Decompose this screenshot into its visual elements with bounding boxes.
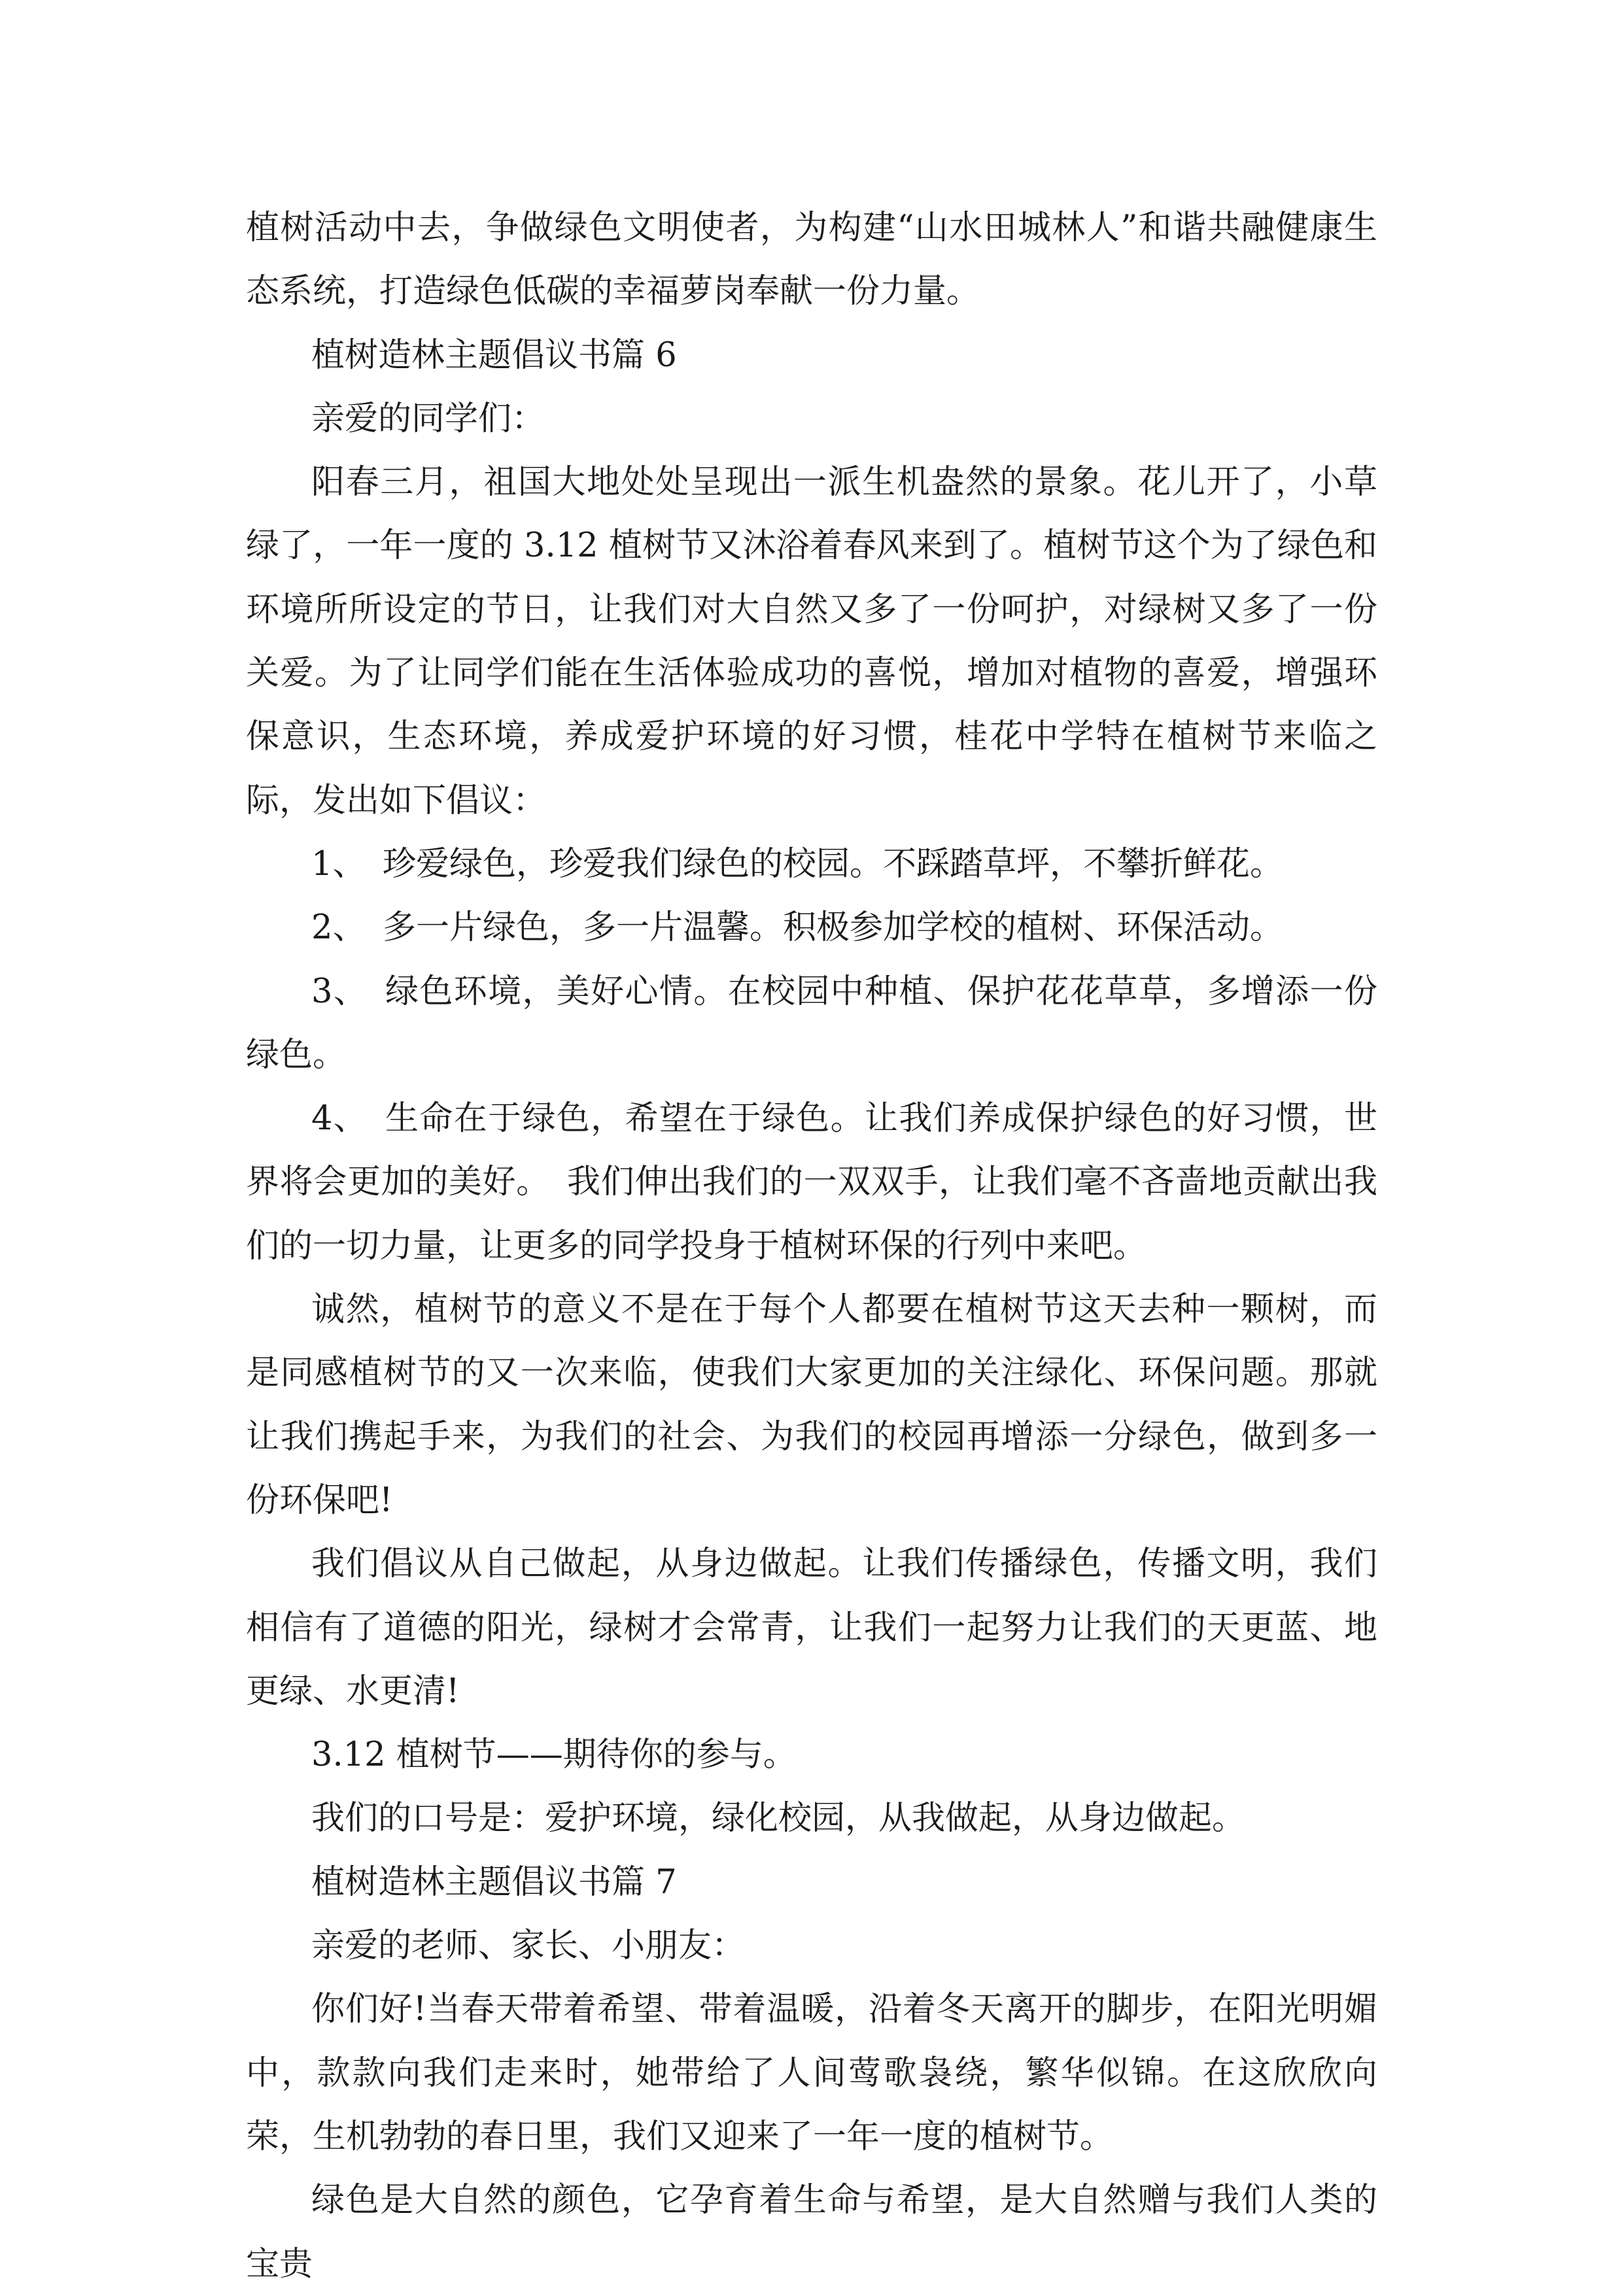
paragraph-intro: 阳春三月，祖国大地处处呈现出一派生机盎然的景象。花儿开了，小草绿了，一年一度的 3.12 植树节又沐浴着春风来到了。植树节这个为了绿色和环境所所设定的节日，让我们对大自然又多了一份呵护，对绿树又多了一份关爱。为了让同学们能在生活体验成功的喜悦，增加对植物的喜爱，增强环保意识，生态环境，养成爱护环境的好习惯，桂花中学特在植树节来临之际，发出如下倡议： bbox=[246, 463, 1377, 820]
salutation-7: 亲爱的老师、家长、小朋友： bbox=[311, 1927, 746, 1966]
list-item-4: 4、 生命在于绿色，希望在于绿色。让我们养成保护绿色的好习惯，世界将会更加的美好。 我们伸出我们的一双双手，让我们毫不吝啬地贡献出我们的一切力量，让更多的同学投身于植树环保的行列中来吧。 bbox=[246, 1099, 1377, 1265]
section-heading-7: 植树造林主题倡议书篇 7 bbox=[311, 1862, 677, 1902]
paragraph-arbor-day: 3.12 植树节——期待你的参与。 bbox=[311, 1736, 797, 1775]
list-item-2: 2、 多一片绿色，多一片温馨。积极参加学校的植树、环保活动。 bbox=[311, 908, 1283, 948]
paragraph-continuation: 植树活动中去，争做绿色文明使者，为构建“山水田城林人”和谐共融健康生态系统，打造绿色低碳的幸福萝岗奉献一份力量。 bbox=[246, 209, 1377, 311]
paragraph-greeting: 你们好!当春天带着希望、带着温暖，沿着冬天离开的脚步，在阳光明媚中，款款向我们走来时，她带给了人间莺歌袅绕，繁华似锦。在这欣欣向荣，生机勃勃的春日里，我们又迎来了一年一度的植树节。 bbox=[246, 1990, 1377, 2156]
list-item-3: 3、 绿色环境，美好心情。在校园中种植、保护花花草草，多增添一份绿色。 bbox=[246, 972, 1377, 1074]
paragraph-slogan: 我们的口号是：爱护环境，绿化校园，从我做起，从身边做起。 bbox=[311, 1799, 1246, 1838]
salutation: 亲爱的同学们： bbox=[311, 399, 545, 438]
paragraph-green: 绿色是大自然的颜色，它孕育着生命与希望，是大自然赠与我们人类的宝贵 bbox=[246, 2181, 1377, 2284]
document-body bbox=[246, 196, 1377, 2296]
paragraph-initiative: 我们倡议从自己做起，从身边做起。让我们传播绿色，传播文明，我们相信有了道德的阳光，绿树才会常青，让我们一起努力让我们的天更蓝、地更绿、水更清! bbox=[246, 1545, 1377, 1711]
list-item-1: 1、 珍爱绿色，珍爱我们绿色的校园。不踩踏草坪，不攀折鲜花。 bbox=[311, 844, 1283, 883]
section-heading-6: 植树造林主题倡议书篇 6 bbox=[311, 335, 677, 375]
paragraph-meaning: 诚然，植树节的意义不是在于每个人都要在植树节这天去种一颗树，而是同感植树节的又一次来临，使我们大家更加的关注绿化、环保问题。那就让我们携起手来，为我们的社会、为我们的校园再增添一分绿色，做到多一份环保吧! bbox=[246, 1290, 1377, 1520]
